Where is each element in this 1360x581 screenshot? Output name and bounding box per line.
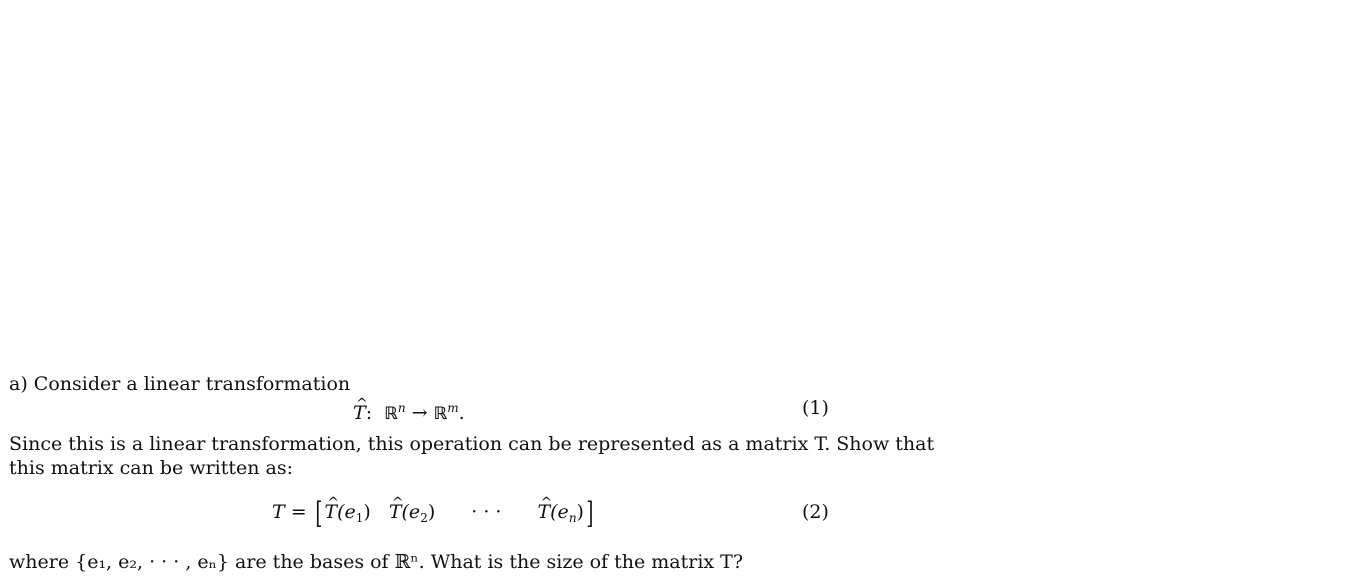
domain-set: ℝ	[384, 404, 398, 424]
t-hat-col-1: ^ T	[324, 500, 337, 524]
col-2-arg: (e	[401, 501, 421, 523]
t-hat-col-2: ^ T	[389, 500, 402, 524]
paragraph-line-1: Since this is a linear transformation, this operation can be represented as a matrix T. Show that	[9, 433, 935, 455]
col-2-sub: 2	[420, 511, 428, 525]
t-hat-col-n: ^ T	[537, 500, 550, 524]
equation-1	[353, 396, 465, 426]
intro-text: a) Consider a linear transformation	[9, 373, 351, 395]
ellipsis: · · ·	[471, 501, 502, 523]
equation-number-2: (2)	[802, 501, 829, 523]
t-hat-symbol: ^ T	[353, 401, 366, 425]
domain-exponent: n	[397, 401, 406, 415]
arrow: →	[411, 402, 428, 424]
equation-2	[272, 496, 596, 531]
equation-number-1: (1)	[802, 397, 829, 419]
col-2-close: )	[427, 501, 436, 523]
col-1-close: )	[363, 501, 371, 523]
final-question: where {e₁, e₂, · · · , eₙ} are the bases of ℝⁿ. What is the size of the matrix T?	[9, 551, 744, 573]
col-1-sub: 1	[355, 511, 364, 525]
colon: :	[365, 402, 373, 424]
right-bracket: ]	[586, 496, 594, 531]
col-1-arg: (e	[337, 501, 356, 523]
period: .	[458, 402, 465, 424]
col-n-close: )	[576, 501, 584, 523]
matrix-lhs: T =	[272, 501, 307, 523]
left-bracket: [	[315, 496, 323, 531]
col-n-sub: n	[568, 511, 577, 525]
col-n-arg: (e	[550, 501, 569, 523]
codomain-exponent: m	[447, 401, 459, 415]
paragraph-line-2: this matrix can be written as:	[9, 457, 294, 479]
codomain-set: ℝ	[433, 404, 448, 424]
